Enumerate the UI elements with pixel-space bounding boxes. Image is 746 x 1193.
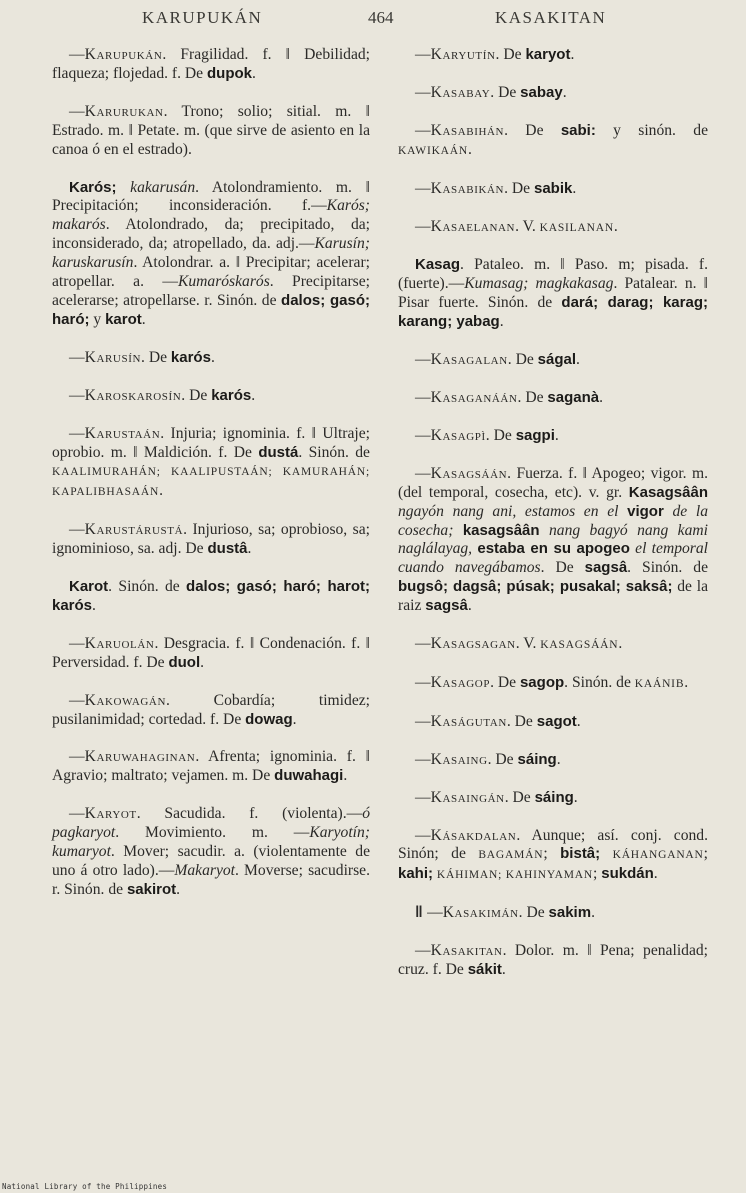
dictionary-entry [398, 635, 708, 655]
headword: sagop [519, 673, 565, 691]
entry-text: ; [543, 845, 561, 863]
margin-marker: ‖ [415, 904, 428, 922]
dictionary-entry [398, 427, 708, 446]
entry-text: — [415, 83, 431, 101]
entry-text: . Atolondramiento. m. ‖ Precipitación; inconsideración. f.— [52, 178, 370, 215]
headword: sagpi [515, 426, 555, 444]
entry-text [618, 503, 627, 520]
derived-headword: Kasagsagan [430, 635, 516, 653]
dictionary-entry [398, 789, 708, 808]
entry-text: — [415, 46, 431, 63]
dictionary-entry [398, 389, 708, 408]
entry-text: ; [593, 865, 602, 883]
dictionary-entry [52, 46, 370, 84]
entry-text: . [570, 46, 575, 63]
dictionary-entry [52, 521, 370, 559]
headword: sagsâ [584, 559, 628, 577]
entry-text: — [415, 750, 431, 768]
entry-text: . [247, 540, 252, 558]
entry-text: . De [504, 179, 534, 197]
header-right-guide-word: KASAKITAN [495, 8, 607, 27]
headword: duol [168, 653, 201, 671]
derived-headword: Kasagop [430, 673, 491, 691]
derived-headword: Kasaing [430, 750, 488, 768]
entry-text: — [415, 464, 431, 482]
derived-headword: Kásakdalan [430, 826, 517, 844]
dictionary-entry [52, 425, 370, 503]
entry-text: . [292, 710, 297, 728]
headword: sáing [534, 788, 574, 806]
headword: Kasagsâân [628, 483, 708, 501]
headword: dowag [245, 710, 293, 728]
entry-text: . Sinón. de [298, 443, 370, 461]
entry-text: — [415, 121, 431, 139]
headword: duwahagi [274, 767, 344, 785]
derived-headword: Kasabikán [430, 179, 505, 197]
headword: sabik [533, 179, 573, 197]
entry-text: — [415, 351, 431, 369]
dictionary-entry [398, 84, 708, 103]
entry-text: — [69, 805, 85, 823]
entry-text: . [613, 217, 618, 235]
cross-reference: KAÁNIB [634, 677, 685, 690]
entry-text: . De [540, 559, 585, 577]
entry-text: . De [490, 673, 520, 691]
derived-headword: Karurukan [84, 102, 164, 120]
entry-text: . [210, 348, 215, 366]
derived-headword: Kasagalan [430, 351, 508, 369]
entry-text: — [69, 46, 85, 63]
entry-text: . De [504, 788, 535, 806]
running-header [0, 8, 746, 34]
cross-reference: BAGAMÁN [478, 849, 544, 862]
entry-text: . De [506, 712, 537, 730]
dictionary-entry [398, 904, 708, 923]
dictionary-entry [398, 827, 708, 886]
derived-headword: Kasaganáán [430, 388, 518, 406]
derived-headword: Karusín [84, 348, 142, 366]
italic-form: kakarusán [130, 178, 196, 196]
entry-text: . De [490, 83, 521, 101]
entry-text: . Dolor. m. ‖ Pena; penalidad; cruz. f. De [398, 942, 708, 979]
entry-text: — [415, 179, 431, 197]
entry-text: . De [141, 348, 171, 366]
headword: sakirot [126, 880, 177, 898]
entry-text: . [591, 904, 595, 922]
entry-text: . [572, 179, 577, 197]
headword: Kasag [415, 256, 461, 274]
italic-form: Karós; makarós [52, 197, 370, 234]
dictionary-entry [52, 805, 370, 900]
entry-text: . Fuerza. f. ‖ Apogeo; vigor. m. (del temporal, cosecha, etc). v. gr. [398, 464, 708, 501]
headword: Karós; [69, 178, 117, 196]
entry-text: — [69, 386, 85, 404]
entry-text: . V. [515, 217, 540, 235]
entry-text: . Cobardía; timidez; pusilanimidad; cortedad. f. De [52, 691, 370, 728]
cross-reference: KAALIMURAHÁN; KAALIPUSTAÁN; KAMURAHÁN; KAPALIBHASAÁN [52, 466, 370, 499]
page-number: 464 [368, 8, 394, 27]
derived-headword: Kakowagán [84, 691, 167, 709]
cross-reference: KÁHANGANAN [612, 849, 704, 862]
entry-text: — [415, 426, 431, 444]
entry-text: . Fragilidad. f. ‖ Debilidad; flaqueza; flojedad. f. De [52, 46, 370, 82]
headword: sagot [536, 712, 577, 730]
derived-headword: Kasabihán [430, 121, 505, 139]
headword: kahi; [398, 865, 434, 883]
entry-text: — [69, 424, 85, 442]
entry-text: — [69, 634, 85, 652]
entry-text: . Pataleo. m. ‖ Paso. m; pisada. f. (fuerte).— [398, 256, 708, 293]
entry-text: . [554, 426, 559, 444]
headword: Karot [69, 578, 109, 596]
headword: dustâ [207, 540, 248, 558]
entry-text: . [599, 388, 604, 406]
dictionary-entry [398, 942, 708, 980]
footer-credit: National Library of the Philippines [2, 1182, 168, 1191]
entry-text: . [468, 140, 472, 158]
italic-form: ngayón nang ani, estamos en el [398, 502, 619, 520]
headword: sabi: [560, 121, 596, 139]
headword: sakim [548, 904, 592, 922]
dictionary-entry [398, 46, 708, 65]
derived-headword: Kasakitan [430, 942, 503, 960]
entry-text [453, 522, 462, 539]
italic-form: ó pagkaryot [52, 805, 370, 842]
headword: saganà [547, 388, 600, 406]
entry-text: . [141, 310, 146, 328]
derived-headword: Karyot [84, 805, 137, 823]
italic-form: Kumaróskarós [177, 273, 270, 291]
entry-text: . Trono; solio; sitial. m. ‖ Estrado. m. ‖ Petate. m. (que sirve de asiento en la canoa ó en el estrado). [52, 102, 370, 158]
cross-reference: KAWIKAÁN [398, 144, 468, 157]
dictionary-entry [52, 635, 370, 673]
entry-text: — [415, 673, 431, 691]
entry-text: — [69, 748, 85, 766]
entry-text: . De [507, 351, 538, 369]
derived-headword: Kasaelanan [430, 217, 516, 235]
derived-headword: Karoskarosín [84, 386, 182, 404]
entry-text: de la raiz [398, 578, 708, 615]
dictionary-entry [398, 351, 708, 370]
derived-headword: Karuolán [84, 634, 155, 652]
entry-text: . Sinón. de [564, 673, 635, 691]
headword: karot [105, 310, 142, 328]
entry-text [600, 845, 612, 862]
headword: vigor [627, 502, 664, 520]
entry-text: . Desgracia. f. ‖ Condenación. f. ‖ Perversidad. f. De [52, 634, 370, 671]
entry-text: . Moverse; sacudirse. r. Sinón. de [52, 862, 370, 898]
italic-form: Kumasag; magkakasag [464, 275, 614, 293]
headword: dalos; gasó; haró; harot; karós [52, 578, 370, 614]
derived-headword: Karuwahaginan [84, 748, 196, 766]
italic-form: de la cosecha; [398, 502, 708, 539]
entry-text: . [684, 673, 689, 691]
entry-text: . Precipitarse; acelerarse; atropellarse. r. Sinón. de [52, 273, 370, 309]
dictionary-entry [398, 465, 708, 616]
entry-text: . [573, 788, 578, 806]
entry-text: — [415, 635, 431, 653]
entry-text: — [427, 904, 443, 922]
entry-text: y [89, 310, 106, 328]
headword: sáing [517, 750, 557, 768]
entry-text: . Sinón. de [108, 578, 187, 596]
entry-text: . Afrenta; ignominia. f. ‖ Agravio; maltrato; vejamen. m. De [52, 748, 370, 785]
derived-headword: Kasaingán [430, 788, 505, 806]
entry-text: . [467, 597, 472, 615]
italic-form: el temporal cuando navegábamos [398, 540, 708, 577]
entry-text: — [415, 712, 431, 730]
entry-text: — [415, 788, 431, 806]
headword: kasagsâân [462, 521, 540, 539]
entry-text [117, 179, 131, 196]
entry-text: . De [485, 426, 516, 444]
entry-text: . [653, 865, 658, 883]
entry-text: — [69, 691, 85, 709]
derived-headword: Kasabay [430, 83, 491, 101]
entry-text: . De [487, 750, 518, 768]
dictionary-entry [398, 713, 708, 732]
entry-text [540, 522, 549, 539]
headword: karós [170, 348, 211, 366]
entry-text: . [252, 64, 256, 82]
entry-text: . De [517, 388, 548, 406]
entry-text: . [501, 961, 506, 979]
entry-text: . [556, 750, 561, 768]
headword: estaba en su apogeo [477, 540, 630, 558]
italic-form: Karusín; karuskarusín [52, 235, 370, 272]
headword: bugsô; dagsâ; púsak; pusakal; saksâ; [398, 578, 673, 596]
headword: sagsâ [425, 597, 468, 615]
derived-headword: Kasakimán [442, 904, 519, 922]
dictionary-entry [398, 122, 708, 161]
entry-text: . [92, 596, 96, 614]
headword: karós [211, 386, 252, 404]
entry-text: . De [495, 46, 526, 63]
headword: dupok [207, 64, 252, 82]
headword: dará; darag; karag; karang; yabag [398, 294, 708, 331]
headword: karyot [525, 46, 571, 63]
entry-text: . De [518, 904, 549, 922]
derived-headword: Karustaán [84, 424, 161, 442]
entry-text: . Movimiento. m. — [115, 824, 310, 842]
entry-text: . [499, 313, 504, 331]
dictionary-entry [398, 218, 708, 238]
entry-text: . Aunque; así. conj. cond. Sinón; de [398, 826, 708, 863]
cross-reference: KASILANAN [539, 221, 614, 234]
left-column [52, 46, 370, 919]
derived-headword: Karupukán [84, 46, 163, 63]
entry-text: — [415, 388, 431, 406]
headword: sabay [520, 83, 563, 101]
entry-text: — [69, 521, 85, 539]
entry-text: . Sinón. de [627, 559, 708, 577]
right-column [398, 46, 708, 999]
headword: dalos; gasó; haró; [52, 291, 370, 328]
dictionary-entry [52, 387, 370, 406]
entry-text: . [562, 83, 567, 101]
entry-text: y sinón. de [595, 121, 708, 139]
header-left-guide-word: KARUPUKÁN [142, 8, 263, 27]
entry-text: . [159, 482, 164, 500]
dictionary-entry [52, 349, 370, 368]
entry-text: . Sacudida. f. (violenta).— [136, 805, 363, 823]
entry-text: . [176, 880, 181, 898]
entry-text: . Injuria; ignominia. f. ‖ Ultraje; oprobio. m. ‖ Maldición. f. De [52, 424, 370, 461]
entry-text: — [415, 942, 431, 960]
entry-text: . Atolondrar. a. ‖ Precipitar; acelerar; atropellar. a. — [52, 254, 370, 291]
entry-text: . [618, 635, 623, 653]
entry-text: . De [181, 386, 212, 404]
entry-text: . [576, 712, 581, 730]
dictionary-entry [398, 751, 708, 770]
entry-text: . [343, 767, 348, 785]
headword: sákit [467, 961, 502, 979]
entry-text: . Mover; sacudir. a. (violentamente de uno á otro lado).— [52, 843, 370, 879]
entry-text: — [69, 102, 85, 120]
italic-form: nang bagyó nang kami naglálayag, [398, 521, 708, 558]
derived-headword: Kaságutan [430, 712, 507, 730]
cross-reference: KÁHIMAN; KAHINYAMAN [436, 869, 593, 882]
entry-text: . V. [515, 635, 541, 653]
entry-text: . De [504, 121, 561, 139]
derived-headword: Karyutín [430, 46, 496, 63]
derived-headword: Karustárustá [84, 521, 184, 539]
entry-text: — [415, 217, 431, 235]
entry-text: . Atolondrado, da; precipitado, da; inconsiderado, da; atropellado, da. adj.— [52, 216, 370, 253]
entry-text: ; [703, 845, 708, 863]
dictionary-entry [398, 256, 708, 332]
headword: ságal [537, 351, 577, 369]
italic-form: Makaryot [174, 862, 235, 879]
headword: dustá [258, 443, 299, 461]
entry-text: . Injurioso, sa; oprobioso, sa; ignominioso, sa. adj. De [52, 521, 370, 558]
entry-text: . [576, 351, 580, 369]
entry-text: — [69, 348, 85, 366]
entry-text: — [415, 826, 431, 844]
headword: bistâ; [560, 845, 601, 863]
derived-headword: Kasagpì [430, 426, 486, 444]
italic-form: Karyotín; kumaryot [52, 824, 370, 861]
entry-text: . Patalear. n. ‖ Pisar fuerte. Sinón. de [398, 275, 709, 312]
derived-headword: Kasagsáán [430, 464, 508, 482]
entry-text: . [200, 653, 205, 671]
dictionary-entry [52, 103, 370, 160]
entry-text: . [251, 386, 256, 404]
headword: sukdán [601, 865, 654, 883]
dictionary-entry [398, 674, 708, 694]
dictionary-entry [52, 748, 370, 786]
dictionary-entry [52, 578, 370, 616]
dictionary-entry [52, 179, 370, 330]
dictionary-entry [398, 180, 708, 199]
cross-reference: KASAGSÁÁN [540, 639, 619, 652]
dictionary-entry [52, 692, 370, 730]
